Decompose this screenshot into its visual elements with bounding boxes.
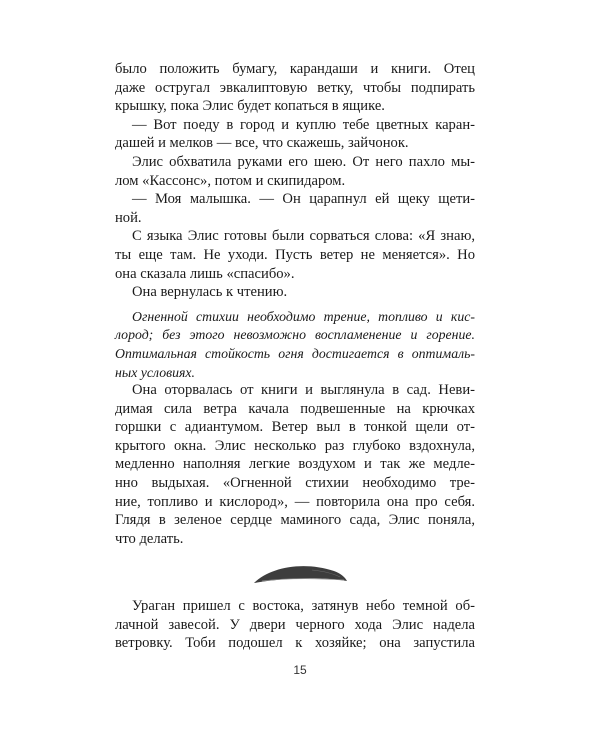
text-line: даже остругал эвкалиптовую ветку, чтобы подпирать xyxy=(115,79,475,96)
page-number: 15 xyxy=(293,663,307,677)
text-block-top xyxy=(115,60,475,382)
quote-line: Оптимальная стойкость огня достигается в оптималь- xyxy=(115,345,475,361)
text-line: ние, топливо и кислород», — повторила она про себя. xyxy=(115,493,475,510)
text-line: Элис обхватила руками его шею. От него пахло мы- xyxy=(132,153,475,170)
text-line: Глядя в зеленое сердце маминого сада, Элис поняла, xyxy=(115,512,475,529)
italic-quote xyxy=(115,308,475,382)
text-line: горшки с адиантумом. Ветер выл в тонкой щели от- xyxy=(115,419,475,436)
text-line: лачной завесой. У двери черного хода Элис надела xyxy=(115,616,475,633)
text-line: крытого окна. Элис несколько раз глубоко вздохнула, xyxy=(115,437,475,454)
text-line: нно выдыхая. «Огненной стихии необходимо тре- xyxy=(115,474,475,491)
leaf-ornament-icon xyxy=(252,563,348,585)
text-line: было положить бумагу, карандаши и книги. Отец xyxy=(115,61,475,77)
text-line: Она оторвалась от книги и выглянула в сад. Неви- xyxy=(132,382,475,398)
text-block-bottom xyxy=(115,597,475,653)
text-line: что делать. xyxy=(115,530,184,547)
text-line: ной. xyxy=(115,209,142,226)
text-line: лом «Кассонс», потом и скипидаром. xyxy=(115,172,346,189)
text-line: — Моя малышка. — Он царапнул ей щеку щети- xyxy=(132,191,475,208)
text-line: С языка Элис готовы были сорваться слова: «Я знаю, xyxy=(132,228,475,245)
quote-line: Огненной стихии необходимо трение, топливо и кис- xyxy=(132,308,475,324)
text-line: ветровку. Тоби подошел к хозяйке; она запустила xyxy=(115,635,475,652)
text-line: дашей и мелков — все, что скажешь, зайчонок. xyxy=(115,135,409,152)
text-block-middle xyxy=(115,381,475,548)
text-line: Она вернулась к чтению. xyxy=(132,284,288,301)
text-line: — Вот поеду в город и куплю тебе цветных каран- xyxy=(132,116,475,133)
quote-line: ных условиях. xyxy=(115,364,195,380)
text-line: медленно наполняя легкие воздухом и так же медле- xyxy=(115,456,475,473)
text-line: Ураган пришел с востока, затянув небо темной об- xyxy=(132,598,475,614)
text-line: димая сила ветра качала подвешенные на крючках xyxy=(115,400,475,417)
text-line: ты еще там. Не уходи. Пусть ветер не меняется». Но xyxy=(115,246,475,263)
text-line: она сказала лишь «спасибо». xyxy=(115,265,295,282)
quote-line: лород; без этого невозможно воспламенение и горение. xyxy=(115,327,475,343)
text-line: крышку, пока Элис будет копаться в ящике. xyxy=(115,98,385,115)
